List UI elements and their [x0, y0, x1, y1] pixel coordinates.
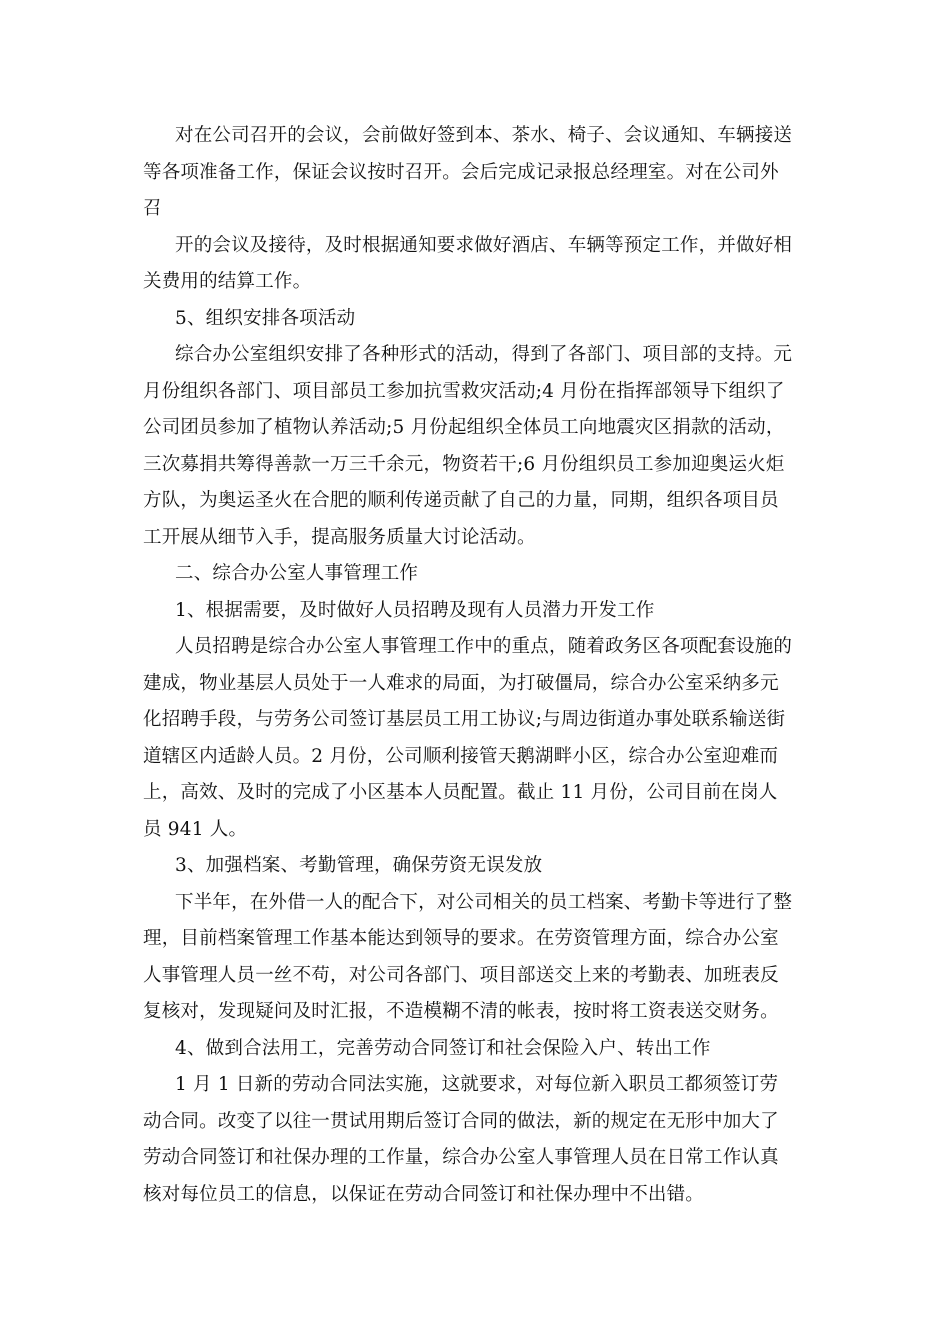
text-line: 开的会议及接待，及时根据通知要求做好酒店、车辆等预定工作，并做好相 [175, 234, 793, 256]
text-line: 化招聘手段，与劳务公司签订基层员工用工协议;与周边街道办事处联系输送街 [143, 709, 786, 730]
text-line: 下半年，在外借一人的配合下，对公司相关的员工档案、考勤卡等进行了整 [175, 891, 793, 913]
text-line: 4、做到合法用工，完善劳动合同签订和社会保险入户、转出工作 [175, 1037, 711, 1059]
text-line: 3、加强档案、考勤管理，确保劳资无误发放 [175, 855, 543, 876]
document-body [143, 118, 813, 1213]
text-line: 复核对，发现疑问及时汇报，不造模糊不清的帐表，按时将工资表送交财务。 [143, 1001, 779, 1022]
text-line: 三次募捐共筹得善款一万三千余元，物资若干;6 月份组织员工参加迎奥运火炬 [143, 453, 785, 475]
text-line: 动合同。改变了以往一贯试用期后签订合同的做法，新的规定在无形中加大了 [143, 1110, 779, 1132]
text-line: 理，目前档案管理工作基本能达到领导的要求。在劳资管理方面，综合办公室 [143, 928, 779, 949]
text-line: 二、综合办公室人事管理工作 [175, 563, 419, 584]
text-line: 1、根据需要，及时做好人员招聘及现有人员潜力开发工作 [175, 599, 655, 621]
text-line: 方队，为奥运圣火在合肥的顺利传递贡献了自己的力量，同期，组织各项目员 [143, 490, 779, 511]
text-line: 人员招聘是综合办公室人事管理工作中的重点，随着政务区各项配套设施的 [175, 636, 793, 657]
text-line: 核对每位员工的信息，以保证在劳动合同签订和社保办理中不出错。 [143, 1183, 705, 1205]
text-line: 召 [143, 198, 162, 219]
text-line: 综合办公室组织安排了各种形式的活动，得到了各部门、项目部的支持。元 [175, 344, 793, 365]
text-line: 员 941 人。 [143, 818, 248, 840]
text-line: 道辖区内适龄人员。2 月份，公司顺利接管天鹅湖畔小区，综合办公室迎难而 [143, 745, 779, 767]
text-line: 月份组织各部门、项目部员工参加抗雪救灾活动;4 月份在指挥部领导下组织了 [143, 380, 785, 402]
text-line: 人事管理人员一丝不苟，对公司各部门、项目部送交上来的考勤表、加班表反 [143, 964, 779, 986]
text-line: 上，高效、及时的完成了小区基本人员配置。截止 11 月份，公司目前在岗人 [143, 782, 778, 803]
text-line: 建成，物业基层人员处于一人难求的局面，为打破僵局，综合办公室采纳多元 [143, 672, 779, 694]
text-line: 工开展从细节入手，提高服务质量大讨论活动。 [143, 526, 536, 548]
text-line: 劳动合同签订和社保办理的工作量，综合办公室人事管理人员在日常工作认真 [143, 1147, 779, 1168]
text-line: 等各项准备工作，保证会议按时召开。会后完成记录报总经理室。对在公司外 [143, 161, 779, 183]
text-line: 公司团员参加了植物认养活动;5 月份起组织全体员工向地震灾区捐款的活动， [143, 417, 785, 438]
text-line: 关费用的结算工作。 [143, 271, 312, 292]
text-line: 对在公司召开的会议，会前做好签到本、茶水、椅子、会议通知、车辆接送 [175, 125, 793, 146]
text-line: 5、组织安排各项活动 [175, 307, 356, 329]
text-line: 1 月 1 日新的劳动合同法实施，这就要求，对每位新入职员工都须签订劳 [175, 1074, 779, 1095]
